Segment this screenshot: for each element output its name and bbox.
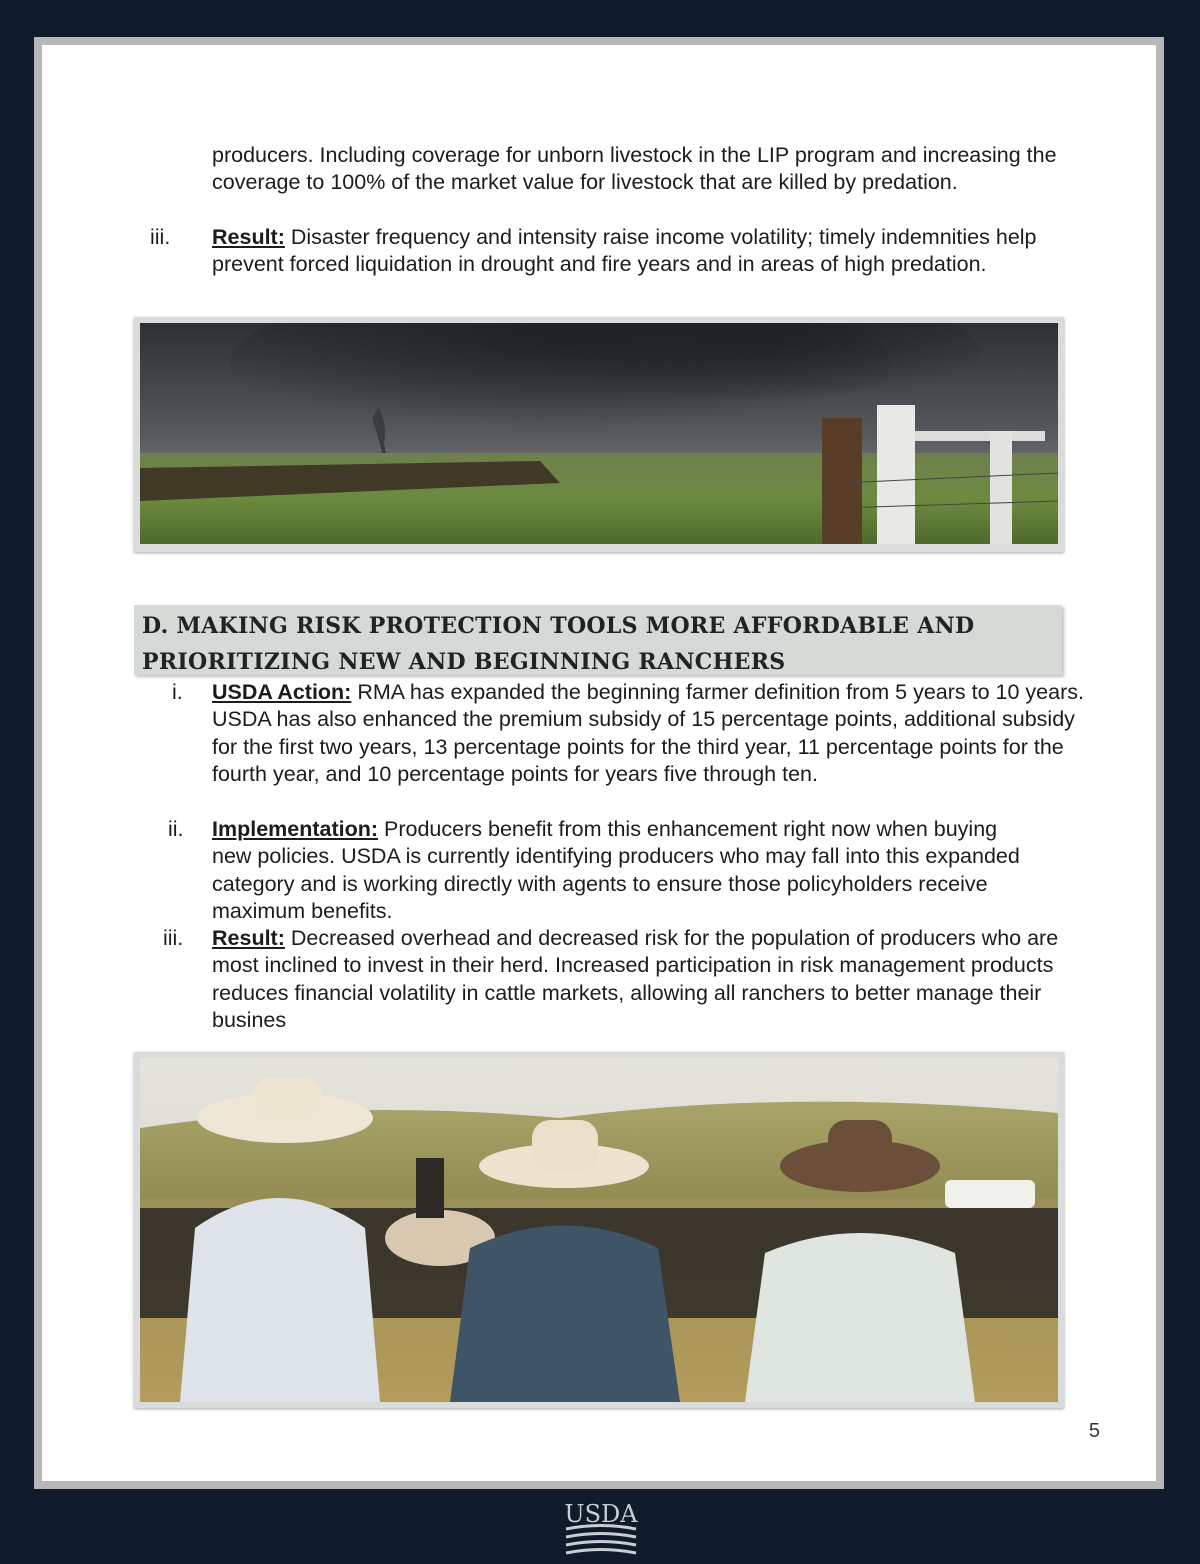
item-label: USDA Action: (212, 680, 352, 704)
heading-line-2: PRIORITIZING NEW AND BEGINNING RANCHERS (142, 649, 786, 675)
item-label: Result: (212, 225, 285, 249)
item-label: Result: (212, 926, 285, 950)
item-continuation-text: producers. Including coverage for unborn livestock in the LIP program and increasing the coverage to 100% of the market value for livestock that are killed by predation. (212, 143, 1057, 195)
ranchers-photo (134, 1052, 1064, 1408)
heading-line-1: D. MAKING RISK PROTECTION TOOLS MORE AFFORDABLE AND (142, 613, 975, 639)
section-heading (142, 608, 1062, 680)
tornado-image (140, 323, 1058, 544)
usda-logo-text: USDA (564, 1500, 638, 1528)
ranchers-image (140, 1058, 1058, 1402)
item-number: ii. (168, 817, 184, 841)
document-page (42, 45, 1156, 1481)
item-text: RMA has expanded the beginning farmer definition from 5 years to 10 years. USDA has also enhanced the premium subsidy of 15 percentage points, additional subsidy for the first two years, 13 percentage points for the third year, 11 percentage points for the fourth year, and 10 percentage points for years five through ten. (212, 680, 1084, 786)
item-body (212, 679, 1092, 788)
item-text: Disaster frequency and intensity raise income volatility; timely indemnities help prevent forced liquidation in drought and fire years and in areas of high predation. (212, 225, 1037, 277)
item-number: iii. (163, 926, 184, 950)
item-label: Implementation: (212, 817, 379, 841)
item-body (212, 816, 1022, 925)
page-number: 5 (1088, 1420, 1100, 1442)
item-body (212, 925, 1092, 1034)
item-text: Producers benefit from this enhancement right now when buying new policies. USDA is currently identifying producers who may fall into this expanded category and is working directly with agents to ensure those policyholders receive maximum benefits. (212, 817, 1020, 923)
tornado-photo (134, 317, 1064, 552)
item-number: i. (172, 680, 183, 704)
item-number: iii. (150, 225, 171, 249)
item-body (212, 224, 1092, 279)
item-text: Decreased overhead and decreased risk for the population of producers who are most inclined to invest in their herd. Increased participation in risk management products reduces financial volatility in cattle markets, allowing all ranchers to better manage their busines (212, 926, 1059, 1032)
usda-logo (556, 1498, 646, 1558)
